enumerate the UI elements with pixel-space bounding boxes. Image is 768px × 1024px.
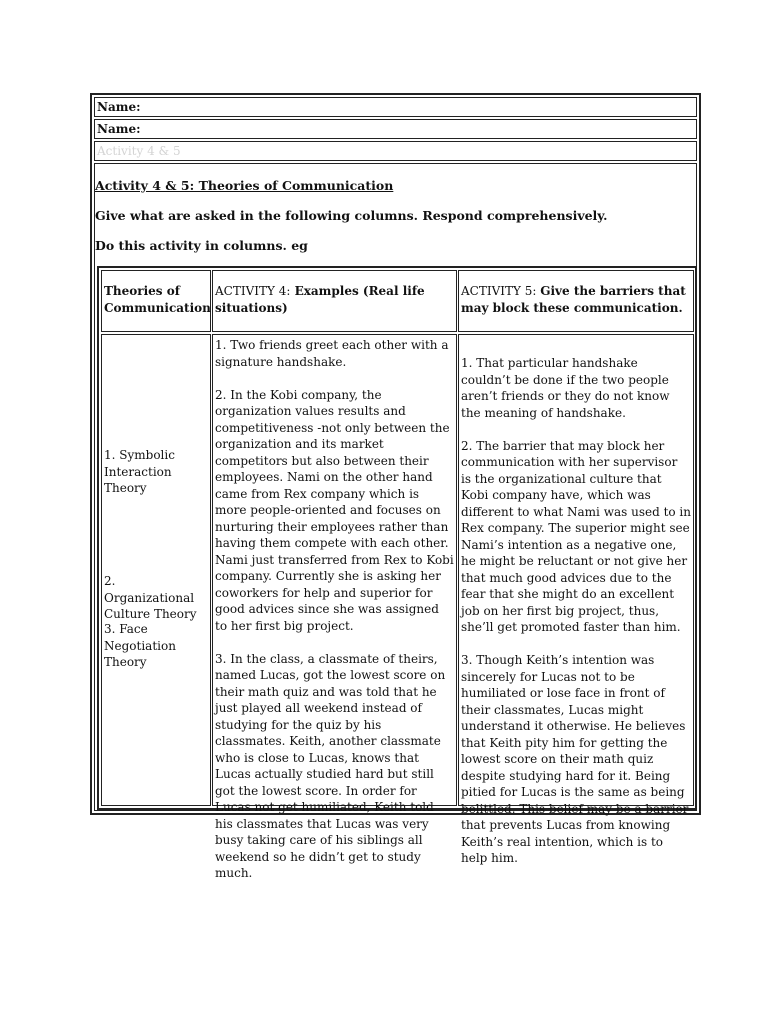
name-field-1: Name: xyxy=(94,97,697,117)
header-activity-5-prefix: ACTIVITY 5: xyxy=(461,284,537,298)
name-field-2: Name: xyxy=(94,119,697,139)
example-item: 3. In the class, a classmate of theirs, named Lucas, got the lowest score on their math quiz and was told that he just played all weekend instead of studying for the quiz by his classmates. Keith, another classmate who is close to Lucas, knows that Lucas actually studied hard but still got the lowest score. In order for Lucas not get humiliated, Keith told his classmates that Lucas was very busy taking care of his siblings all weekend so he didn’t get to study much. xyxy=(215,651,446,880)
example-item: 1. Two friends greet each other with a signature handshake. xyxy=(215,338,449,369)
theory-item: 2. Organizational Culture Theory xyxy=(104,574,197,621)
faint-title-row: Activity 4 & 5 xyxy=(94,141,697,161)
activity-body xyxy=(94,163,697,880)
barrier-item: 2. The barrier that may block her communication with her supervisor is the organizational culture that Kobi company have, which was different to what Nami was used to in Rex company. The superior might see Nami’s intention as a negative one, he might be reluctant or not give her that much good advices due to the fear that she might do an excellent job on her first big project, thus, she’ll get promoted faster than him. xyxy=(461,438,691,634)
example-item: 2. In the Kobi company, the organization values results and competitiveness -not only between the organization and its market competitors but also between their employees. Nami on the other hand came from Rex company which is more people-oriented and focuses on nurturing their employees rather than having them compete with each other. Nami just transferred from Rex to Kobi company. Currently she is asking her coworkers for help and superior for good advices since she was assigned to her first big project. xyxy=(215,387,454,633)
theories-column xyxy=(101,334,211,806)
activity-table xyxy=(97,266,697,880)
header-activity-4-label: Examples (Real life situations) xyxy=(215,284,425,315)
header-activity-4 xyxy=(212,270,457,332)
header-theories-label: Theories of Communication xyxy=(104,284,211,315)
header-activity-4-prefix: ACTIVITY 4: xyxy=(215,284,291,298)
header-theories xyxy=(101,270,211,332)
activity-heading: Activity 4 & 5: Theories of Communication xyxy=(95,178,394,193)
worksheet xyxy=(90,93,701,880)
barriers-column xyxy=(458,334,694,865)
header-activity-5-label: Give the barriers that may block these communication. xyxy=(461,284,686,315)
header-activity-5 xyxy=(458,270,694,332)
theory-item: 1. Symbolic Interaction Theory xyxy=(104,448,175,495)
barrier-item: 3. Though Keith’s intention was sincerely for Lucas not to be humiliated or lose face in front of their classmates, Lucas might understand it otherwise. He believes that Keith pity him for getting the lowest score on their math quiz despite studying hard for it. Being pitied for Lucas is the same as being belittled. This belief may be a barrier that prevents Lucas from knowing Keith’s real intention, which is to help him. xyxy=(461,653,689,865)
theory-item: 3. Face Negotiation Theory xyxy=(104,622,176,669)
instruction-2: Do this activity in columns. eg xyxy=(95,238,308,253)
instruction-1: Give what are asked in the following columns. Respond comprehensively. xyxy=(95,208,608,223)
barrier-item: 1. That particular handshake couldn’t be done if the two people aren’t friends or they do not know the meaning of handshake. xyxy=(461,356,670,420)
examples-column xyxy=(212,334,457,880)
